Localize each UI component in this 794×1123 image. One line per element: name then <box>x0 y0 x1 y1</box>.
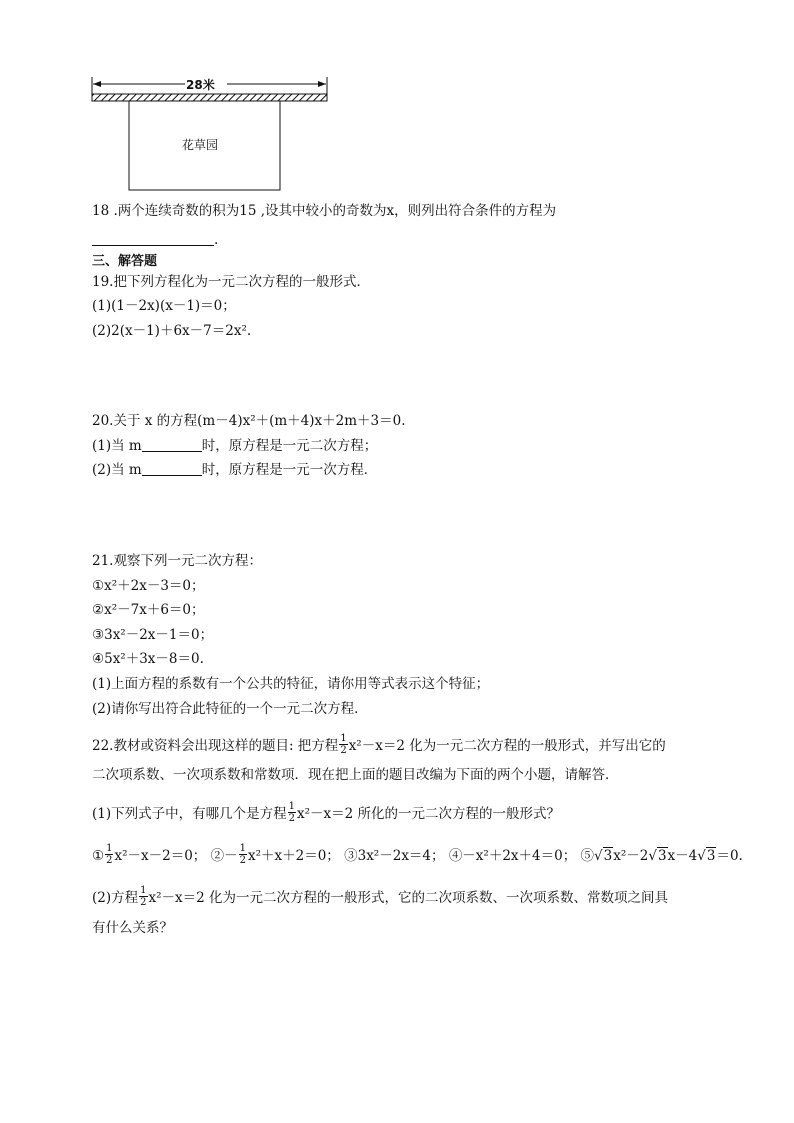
q21-eq3: ③3x²－2x－1＝0； <box>92 627 214 643</box>
section-title: 三、解答题 <box>92 254 158 269</box>
wall-hatch <box>92 94 327 101</box>
garden-diagram <box>85 74 345 194</box>
q20-blank-1 <box>142 439 202 452</box>
option-1-eq: x²－x－2＝0； <box>114 848 207 864</box>
q21-part2: (2)请你写出符合此特征的一个一元二次方程． <box>92 701 368 717</box>
q22-part2-line2: 有什么关系？ <box>92 920 173 936</box>
q22-line1 <box>92 735 666 758</box>
q19-part2: (2)2(x－1)＋6x－7＝2x². <box>92 323 252 339</box>
q18-text: 18 .两个连续奇数的积为15 ,设其中较小的奇数为x，则列出符合条件的方程为 <box>92 203 557 219</box>
q22-p2-eq: x²－x＝2 <box>148 890 205 906</box>
fraction-half: $\frac{1}{2}$ <box>340 733 347 756</box>
q21-part1: (1)上面方程的系数有一个公共的特征，请你用等式表示这个特征； <box>92 676 490 692</box>
arrow-head-right <box>318 81 326 87</box>
q22-p1-post: 所化的一元二次方程的一般形式？ <box>357 806 561 822</box>
q21-eq4: ④5x²＋3x－8＝0. <box>92 651 204 667</box>
option-5-mid: x²－2 <box>613 848 649 864</box>
q22-p2-post: 化为一元二次方程的一般形式，它的二次项系数、一次项系数、常数项之间具 <box>209 890 669 906</box>
q22-line2: 二次项系数、一次项系数和常数项．现在把上面的题目改编为下面的两个小题，请解答． <box>92 767 619 783</box>
q21-eq1: ①x²＋2x－3＝0； <box>92 578 205 594</box>
q22-options <box>92 845 743 868</box>
q20-blank-2 <box>142 463 202 476</box>
q20-p1-post: 时，原方程是一元二次方程； <box>201 438 378 454</box>
q20-p1-pre: (1)当 m <box>92 438 142 454</box>
arrow-head-left <box>93 81 101 87</box>
q18-answer-line <box>92 232 218 248</box>
q22-p1-pre: (1)下列式子中，有哪几个是方程 <box>92 806 287 822</box>
q20-stem: 20.关于 x 的方程(m－4)x²＋(m＋4)x＋2m＋3＝0. <box>92 413 406 429</box>
q22-p2-pre: (2)方程 <box>92 890 139 906</box>
q22-l1-pre: 22.教材或资料会出现这样的题目: 把方程 <box>92 738 339 754</box>
fraction-half: $\frac{1}{2}$ <box>239 843 246 866</box>
q22-part1 <box>92 803 560 826</box>
sqrt-3: √3 <box>648 848 667 864</box>
option-3: ③3x²－2x＝4； <box>344 848 445 864</box>
q18-blank <box>92 233 214 246</box>
option-5-mid2: x－4 <box>667 848 698 864</box>
q18-end: . <box>214 232 219 248</box>
option-2-eq: x²＋x＋2＝0； <box>247 848 340 864</box>
q22-l1-post: 化为一元二次方程的一般形式，并写出它的 <box>409 738 666 754</box>
q20-part2 <box>92 462 377 478</box>
q22-p1-eq: x²－x＝2 <box>297 806 354 822</box>
option-5-label: ⑤ <box>580 848 595 864</box>
q19-stem: 19.把下列方程化为一元二次方程的一般形式． <box>92 274 370 290</box>
option-5-end: ＝0. <box>716 848 743 864</box>
option-1-label: ① <box>92 848 105 864</box>
q19-part1: (1)(1－2x)(x－1)＝0； <box>92 298 236 314</box>
fraction-half: $\frac{1}{2}$ <box>106 843 113 866</box>
q22-l1-eq: x²－x＝2 <box>348 738 405 754</box>
sqrt-3: √3 <box>697 848 716 864</box>
q20-p2-post: 时，原方程是一元一次方程． <box>201 462 378 478</box>
q22-part2 <box>92 887 668 910</box>
q20-part1 <box>92 438 377 454</box>
fraction-half: $\frac{1}{2}$ <box>140 885 147 908</box>
sqrt-3: √3 <box>594 848 613 864</box>
option-2-label: ②－ <box>210 848 238 864</box>
width-label: 28米 <box>186 78 215 92</box>
option-4: ④－x²＋2x＋4＝0； <box>448 848 577 864</box>
q20-p2-pre: (2)当 m <box>92 462 142 478</box>
fraction-half: $\frac{1}{2}$ <box>288 801 295 824</box>
garden-label: 花草园 <box>182 138 219 152</box>
q21-stem: 21.观察下列一元二次方程： <box>92 553 262 569</box>
q21-eq2: ②x²－7x＋6＝0； <box>92 602 205 618</box>
